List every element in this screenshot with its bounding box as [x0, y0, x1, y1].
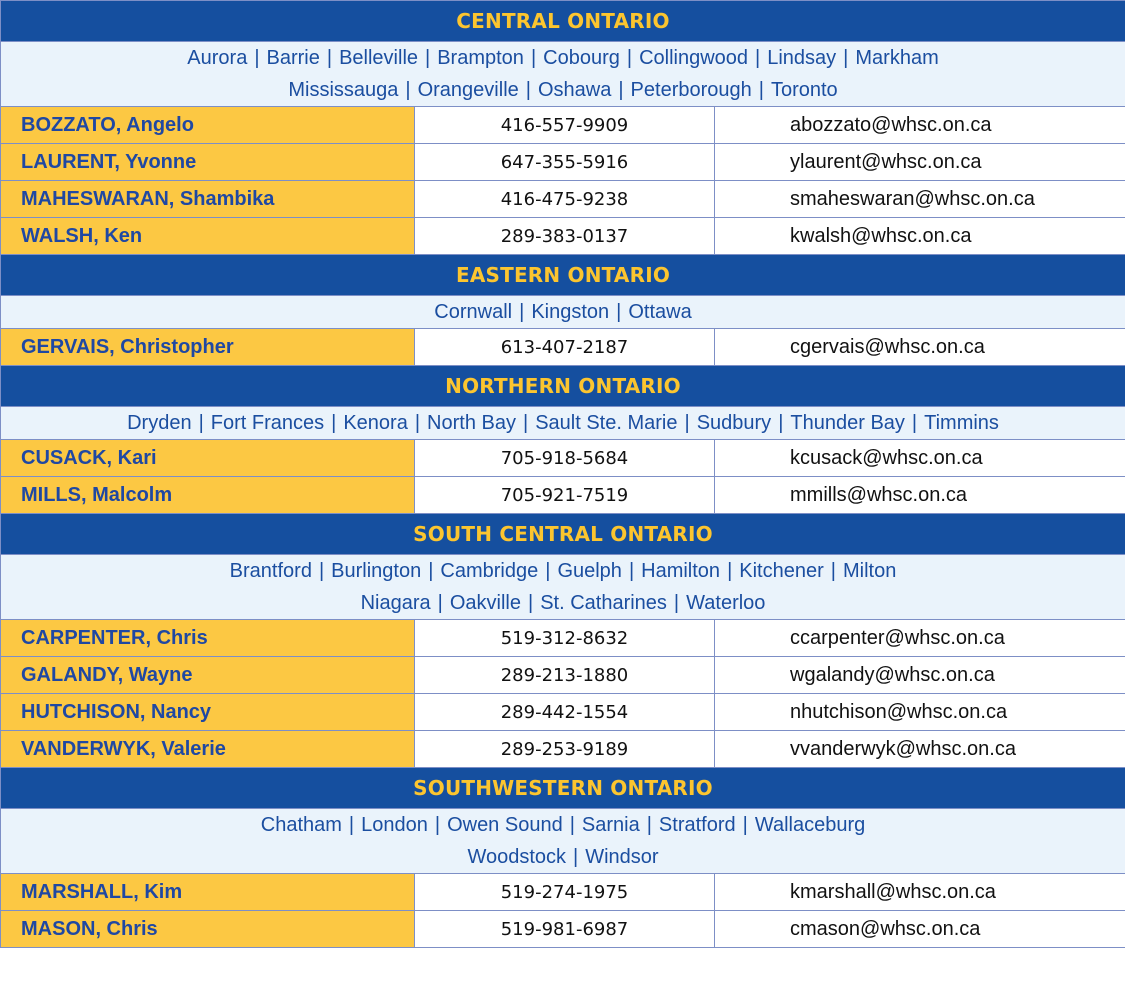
city-name: Ottawa: [628, 301, 692, 323]
city-separator: |: [618, 79, 624, 101]
contact-row: [1, 620, 1125, 657]
city-name: Fort Frances: [210, 412, 325, 434]
contact-phone: 647-355-5916: [415, 144, 715, 181]
city-line: [1, 587, 1125, 619]
city-name: Sudbury: [696, 412, 772, 434]
contact-name: GERVAIS, Christopher: [1, 329, 415, 366]
city-list: [1, 809, 1125, 874]
city-separator: |: [727, 560, 733, 582]
city-separator: |: [830, 560, 836, 582]
city-list: [1, 555, 1125, 620]
contact-row: [1, 911, 1125, 948]
contact-email[interactable]: vvanderwyk@whsc.on.ca: [715, 731, 1125, 768]
city-separator: |: [527, 592, 534, 614]
contact-email[interactable]: kcusack@whsc.on.ca: [715, 440, 1125, 477]
contact-name: BOZZATO, Angelo: [1, 107, 415, 144]
city-name: Barrie: [266, 47, 320, 69]
contact-email[interactable]: mmills@whsc.on.ca: [715, 477, 1125, 514]
city-separator: |: [673, 592, 680, 614]
contact-name: MARSHALL, Kim: [1, 874, 415, 911]
region-title: EASTERN ONTARIO: [1, 255, 1125, 296]
city-name: Sarnia: [581, 814, 640, 836]
contact-row: [1, 477, 1125, 514]
city-name: Owen Sound: [447, 814, 563, 836]
directory-body: [1, 1, 1125, 948]
contact-phone: 416-475-9238: [415, 181, 715, 218]
city-name: Brantford: [229, 560, 312, 582]
city-name: Guelph: [557, 560, 622, 582]
region-title: CENTRAL ONTARIO: [1, 1, 1125, 42]
city-separator: |: [437, 592, 443, 614]
city-separator: |: [405, 79, 411, 101]
contact-email[interactable]: ccarpenter@whsc.on.ca: [715, 620, 1125, 657]
city-separator: |: [545, 560, 551, 582]
city-separator: |: [525, 79, 531, 101]
contact-phone: 519-981-6987: [415, 911, 715, 948]
contact-email[interactable]: kmarshall@whsc.on.ca: [715, 874, 1125, 911]
contact-name: CARPENTER, Chris: [1, 620, 415, 657]
city-name: London: [361, 814, 428, 836]
region-header-row: [1, 514, 1125, 555]
contact-phone: 519-312-8632: [415, 620, 715, 657]
region-header-row: [1, 366, 1125, 407]
city-separator: |: [742, 814, 748, 836]
city-name: Kenora: [343, 412, 408, 434]
city-name: Thunder Bay: [790, 412, 905, 434]
contact-row: [1, 218, 1125, 255]
region-header-row: [1, 768, 1125, 809]
city-name: Wallaceburg: [754, 814, 866, 836]
city-separator: |: [778, 412, 784, 434]
contact-name: CUSACK, Kari: [1, 440, 415, 477]
contact-name: MAHESWARAN, Shambika: [1, 181, 415, 218]
contact-row: [1, 440, 1125, 477]
city-name: Sault Ste. Marie: [535, 412, 678, 434]
city-line: [1, 74, 1125, 106]
city-separator: |: [755, 47, 761, 69]
contact-phone: 416-557-9909: [415, 107, 715, 144]
city-separator: |: [911, 412, 918, 434]
city-name: Oshawa: [537, 79, 612, 101]
region-cities-row: [1, 407, 1125, 440]
contact-row: [1, 144, 1125, 181]
contact-phone: 289-213-1880: [415, 657, 715, 694]
region-cities-row: [1, 809, 1125, 874]
city-separator: |: [519, 301, 525, 323]
city-name: Mississauga: [288, 79, 399, 101]
city-name: Orangeville: [417, 79, 519, 101]
city-line: [1, 809, 1125, 841]
region-header-row: [1, 1, 1125, 42]
contact-phone: 705-921-7519: [415, 477, 715, 514]
city-line: [1, 296, 1125, 328]
city-name: Chatham: [260, 814, 342, 836]
contact-email[interactable]: smaheswaran@whsc.on.ca: [715, 181, 1125, 218]
city-name: Collingwood: [639, 47, 749, 69]
city-line: [1, 42, 1125, 74]
contact-row: [1, 329, 1125, 366]
city-separator: |: [843, 47, 849, 69]
city-name: Milton: [842, 560, 897, 582]
contact-email[interactable]: cgervais@whsc.on.ca: [715, 329, 1125, 366]
city-separator: |: [628, 560, 635, 582]
contact-email[interactable]: abozzato@whsc.on.ca: [715, 107, 1125, 144]
city-line: [1, 555, 1125, 587]
contact-phone: 289-253-9189: [415, 731, 715, 768]
city-name: Kingston: [531, 301, 610, 323]
contact-row: [1, 694, 1125, 731]
contact-email[interactable]: cmason@whsc.on.ca: [715, 911, 1125, 948]
contact-name: GALANDY, Wayne: [1, 657, 415, 694]
region-title: SOUTHWESTERN ONTARIO: [1, 768, 1125, 809]
contact-email[interactable]: ylaurent@whsc.on.ca: [715, 144, 1125, 181]
city-separator: |: [569, 814, 575, 836]
city-separator: |: [522, 412, 529, 434]
contact-name: WALSH, Ken: [1, 218, 415, 255]
contact-row: [1, 181, 1125, 218]
contact-name: HUTCHISON, Nancy: [1, 694, 415, 731]
city-separator: |: [198, 412, 204, 434]
city-separator: |: [318, 560, 325, 582]
city-separator: |: [684, 412, 690, 434]
city-name: Cambridge: [440, 560, 539, 582]
city-name: St. Catharines: [540, 592, 667, 614]
city-separator: |: [428, 560, 434, 582]
city-name: Burlington: [331, 560, 422, 582]
contact-row: [1, 874, 1125, 911]
city-name: Markham: [855, 47, 939, 69]
city-separator: |: [758, 79, 764, 101]
city-name: Toronto: [770, 79, 838, 101]
region-cities-row: [1, 555, 1125, 620]
contact-phone: 613-407-2187: [415, 329, 715, 366]
city-name: Oakville: [449, 592, 521, 614]
city-name: North Bay: [427, 412, 516, 434]
contact-phone: 289-442-1554: [415, 694, 715, 731]
contact-phone: 519-274-1975: [415, 874, 715, 911]
region-title: SOUTH CENTRAL ONTARIO: [1, 514, 1125, 555]
contact-row: [1, 107, 1125, 144]
city-name: Stratford: [658, 814, 736, 836]
city-separator: |: [414, 412, 421, 434]
city-name: Kitchener: [739, 560, 824, 582]
contact-row: [1, 657, 1125, 694]
contact-email[interactable]: kwalsh@whsc.on.ca: [715, 218, 1125, 255]
contact-name: LAURENT, Yvonne: [1, 144, 415, 181]
city-separator: |: [434, 814, 441, 836]
contact-phone: 289-383-0137: [415, 218, 715, 255]
contact-name: VANDERWYK, Valerie: [1, 731, 415, 768]
region-cities-row: [1, 296, 1125, 329]
contact-row: [1, 731, 1125, 768]
city-name: Waterloo: [686, 592, 766, 614]
city-separator: |: [616, 301, 622, 323]
city-name: Windsor: [585, 846, 659, 868]
city-name: Aurora: [187, 47, 248, 69]
city-name: Hamilton: [641, 560, 721, 582]
city-name: Niagara: [360, 592, 431, 614]
city-name: Dryden: [127, 412, 192, 434]
contact-email[interactable]: wgalandy@whsc.on.ca: [715, 657, 1125, 694]
city-name: Peterborough: [630, 79, 752, 101]
city-separator: |: [573, 846, 579, 868]
city-name: Woodstock: [467, 846, 567, 868]
city-separator: |: [646, 814, 652, 836]
city-list: [1, 42, 1125, 107]
city-name: Belleville: [339, 47, 419, 69]
contact-name: MILLS, Malcolm: [1, 477, 415, 514]
city-separator: |: [348, 814, 355, 836]
city-name: Lindsay: [767, 47, 837, 69]
contact-name: MASON, Chris: [1, 911, 415, 948]
contact-email[interactable]: nhutchison@whsc.on.ca: [715, 694, 1125, 731]
city-separator: |: [331, 412, 337, 434]
city-separator: |: [530, 47, 537, 69]
city-separator: |: [254, 47, 260, 69]
city-line: [1, 407, 1125, 439]
city-list: [1, 407, 1125, 440]
city-name: Brampton: [437, 47, 524, 69]
region-title: NORTHERN ONTARIO: [1, 366, 1125, 407]
city-name: Cornwall: [434, 301, 513, 323]
region-header-row: [1, 255, 1125, 296]
city-name: Cobourg: [543, 47, 620, 69]
city-separator: |: [626, 47, 633, 69]
region-cities-row: [1, 42, 1125, 107]
city-line: [1, 841, 1125, 873]
city-separator: |: [425, 47, 431, 69]
city-name: Timmins: [924, 412, 999, 434]
contact-phone: 705-918-5684: [415, 440, 715, 477]
city-list: [1, 296, 1125, 329]
city-separator: |: [326, 47, 333, 69]
